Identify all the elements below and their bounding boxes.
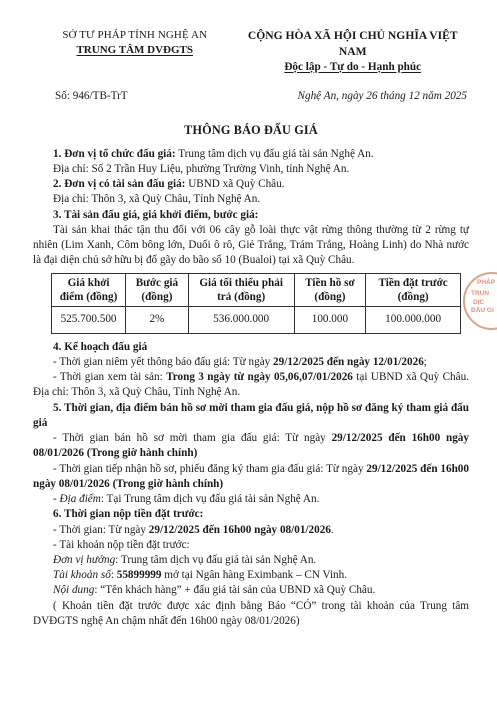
- table-header-cell: Bước giá (đồng): [126, 274, 189, 307]
- document-date: Nghệ An, ngày 26 tháng 12 năm 2025: [297, 89, 467, 102]
- text-span: : Tại Trung tâm dịch vụ đấu giá tài sản Nghệ An.: [100, 493, 320, 506]
- listing-period: 29/12/2025 đến ngày 12/01/2026: [273, 355, 424, 368]
- section-6-label: 6. Thời gian nộp tiền đặt trước:: [53, 508, 204, 521]
- section-6-line-2: - Tài khoản nộp tiền đặt trước:: [53, 538, 190, 551]
- account-label: Tài khoản số: [53, 569, 111, 582]
- section-2-label: 2. Đơn vị có tài sản đấu giá:: [53, 178, 186, 191]
- section-6-line-6: ( Khoản tiền đặt trước được xác định bằng Báo “CÓ” trong tài khoản của Trung tâm DVĐGTS nghệ An chậm nhất đến 16h00 ngày 08/01/2026): [33, 599, 469, 627]
- text-span: ;: [423, 355, 427, 368]
- table-header-cell: Tiền đặt trước (đồng): [366, 274, 461, 307]
- text-span: mở tại Ngân hàng Eximbank – CN Vinh.: [161, 569, 348, 582]
- section-5-line-2: [33, 462, 469, 492]
- national-motto: [236, 60, 469, 75]
- nation-name: CỘNG HÒA XÃ HỘI CHỦ NGHĨA VIỆT NAM: [247, 29, 458, 58]
- section-6-line-1: [33, 523, 469, 538]
- sale-period: 29/12/2025 đến 16h00 ngày 08/01/2026: [33, 432, 469, 460]
- beneficiary-label: Đơn vị hưởng: [53, 553, 116, 566]
- section-4-line-1: [33, 355, 469, 370]
- section-6-line-4: [33, 568, 469, 583]
- text-span: - Thời gian niêm yết thông báo đấu giá: Từ ngày: [53, 355, 274, 368]
- document-number: Số: 946/TB-TrT: [55, 89, 128, 102]
- section-5-label: 5. Thời gian, địa điểm bán hồ sơ mời tham gia đấu giá, nộp hồ sơ đăng ký tham giá đấu giá: [33, 401, 469, 429]
- section-5-line-3: [33, 492, 469, 507]
- text-span: - Thời gian tiếp nhận hồ sơ, phiếu đăng ký tham gia đấu giá: Từ ngày: [53, 462, 367, 475]
- deposit-period: 29/12/2025 đến 16h00 ngày 08/01/2026: [148, 523, 331, 536]
- table-header-row: [52, 274, 461, 307]
- document-title: THÔNG BÁO ĐẤU GIÁ: [184, 123, 318, 137]
- seal-text: DỊC: [473, 298, 485, 306]
- section-4-line-2: [33, 370, 469, 400]
- text-span: .: [330, 523, 334, 536]
- section-1: [33, 147, 469, 162]
- text-span: : Trung tâm dịch vụ đấu giá tài sản Nghệ An.: [115, 553, 317, 566]
- parent-organization: SỞ TƯ PHÁP TỈNH NGHỆ AN: [62, 29, 208, 41]
- office-hours-note: (Trong giờ hành chính): [112, 477, 224, 490]
- text-span: : “Tên khách hàng” + đấu giá tài sản của UBND xã Quỳ Châu.: [94, 584, 376, 597]
- viewing-period: Trong 3 ngày từ ngày 05,06,07/01/2026: [166, 371, 353, 384]
- section-1-label: 1. Đơn vị tổ chức đấu giá:: [53, 147, 176, 160]
- issuing-organization: TRUNG TÂM DVĐGTS: [76, 43, 193, 56]
- section-6-line-3: [33, 553, 469, 568]
- table-header-cell: Giá tối thiểu phải trả (đồng): [188, 274, 294, 307]
- national-heading: [236, 28, 469, 75]
- text-span: :: [110, 569, 117, 582]
- section-1-value: Trung tâm dịch vụ đấu giá tài sản Nghệ An.: [175, 147, 374, 160]
- table-header-cell: Tiền hồ sơ (đồng): [294, 274, 366, 307]
- issuer-block: [33, 28, 236, 75]
- office-hours-note: (Trong giờ hành chính): [86, 447, 198, 460]
- text-span: - Thời gian: Từ ngày: [53, 523, 149, 536]
- section-2-value: UBND xã Quỳ Châu.: [185, 178, 285, 191]
- content-label: Nội dung: [53, 584, 95, 597]
- section-3-description: Tài sản khai thác tận thu đối với 06 cây gỗ loài thực vật rừng thông thường từ 2 rừng tự nhiên (Lim Xanh, Côm bông lớn, Duối ô rô, Giẻ Trắng, Trám Trắng, Hoàng Linh) do Nhà nước là đại diện chủ sở hữu bị đổ gãy do bão số 10 (Bualoi) tại xã Quỳ Châu.: [33, 223, 469, 267]
- table-row: [52, 307, 461, 333]
- section-5-line-1: [33, 431, 469, 461]
- table-header-cell: Giá khởi điểm (đồng): [52, 274, 126, 307]
- seal-text: TRUN: [471, 289, 490, 297]
- text-span: - Thời gian xem tài sản:: [53, 371, 167, 384]
- motto-text: Độc lập - Tự do - Hạnh phúc: [284, 60, 422, 73]
- table-cell: 536.000.000: [188, 307, 294, 333]
- section-1-address: Địa chỉ: Số 2 Trần Huy Liệu, phường Trường Vinh, tỉnh Nghệ An.: [53, 162, 350, 175]
- registration-period: 29/12/2025 đến 16h00 ngày 08/01/2026: [33, 462, 469, 490]
- account-number: 55899999: [116, 569, 162, 582]
- section-3-label: 3. Tài sản đấu giá, giá khởi điểm, bước giá:: [53, 208, 259, 221]
- seal-text: PHÁP: [477, 279, 496, 286]
- pricing-table: [51, 273, 461, 333]
- table-cell: 2%: [126, 307, 189, 333]
- table-cell: 525.700.500: [52, 307, 126, 333]
- table-cell: 100.000: [294, 307, 366, 333]
- section-6-line-5: [33, 583, 469, 598]
- location-label: - Địa điểm: [53, 493, 101, 506]
- section-2-address: Địa chỉ: Thôn 3, xã Quỳ Châu, Tỉnh Nghệ An.: [53, 193, 261, 206]
- seal-text: ĐẤU GI: [471, 307, 494, 315]
- section-2: [33, 177, 469, 192]
- table-cell: 100.000.000: [366, 307, 461, 333]
- text-span: tại UBND xã Quỳ Châu. Địa chỉ: Thôn 3, xã Quỳ Châu, Tỉnh Nghệ An.: [33, 371, 470, 399]
- section-4-label: 4. Kế hoạch đấu giá: [53, 340, 148, 353]
- text-span: - Thời gian bán hồ sơ mời tham gia đấu giá: Từ ngày: [53, 432, 332, 445]
- document-header: [33, 28, 469, 75]
- document-meta: [33, 89, 469, 104]
